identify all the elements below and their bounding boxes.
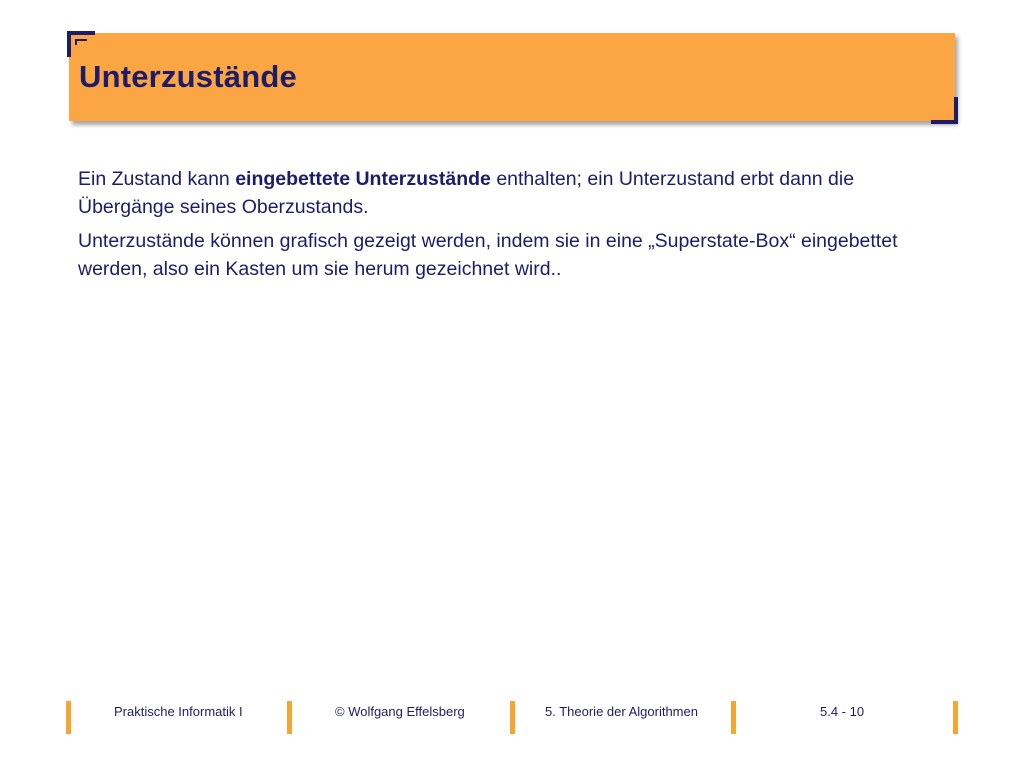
- slide-body: [78, 165, 938, 289]
- footer-course: Praktische Informatik I: [114, 704, 243, 719]
- title-bar: [69, 33, 955, 121]
- footer-separator: [66, 701, 71, 734]
- footer-separator: [731, 701, 736, 734]
- paragraph-1-end: enthalten; ein Unterzustand erbt dann die Übergänge seines Oberzustands.: [78, 168, 855, 218]
- footer: [0, 700, 1024, 736]
- footer-chapter: 5. Theorie der Algorithmen: [545, 704, 698, 719]
- corner-bracket-bottom-right: [931, 97, 958, 124]
- paragraph-2: Unterzustände können grafisch gezeigt werden, indem sie in eine „Superstate-Box“ eingebettet werden, also ein Kasten um sie herum gezeichnet wird..: [78, 230, 898, 280]
- footer-page-number: 5.4 - 10: [820, 704, 865, 719]
- paragraph-1-bold: eingebettete Unterzustände: [235, 168, 491, 190]
- paragraph-1-start: Ein Zustand kann: [78, 168, 236, 190]
- footer-separator: [953, 701, 958, 734]
- slide-title: Unterzustände: [79, 59, 297, 94]
- footer-author: © Wolfgang Effelsberg: [335, 704, 465, 719]
- footer-separator: [287, 701, 292, 734]
- corner-bracket-top-left: [67, 31, 95, 57]
- paragraph-1: [78, 165, 938, 221]
- footer-separator: [510, 701, 515, 734]
